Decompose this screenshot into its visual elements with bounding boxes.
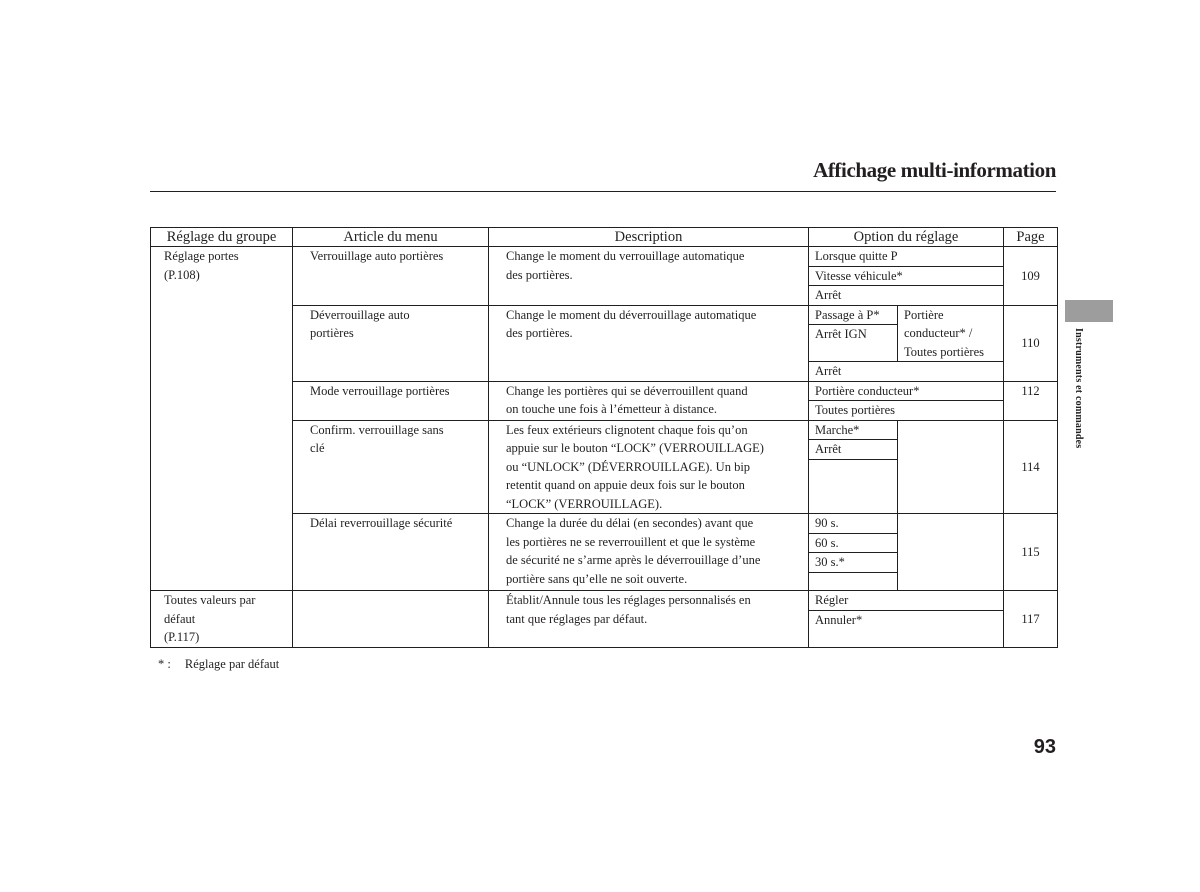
description-line: Change la durée du délai (en secondes) avant que xyxy=(506,516,754,530)
option-cell: 30 s.* xyxy=(809,553,898,573)
menu-item-empty xyxy=(293,591,489,648)
page-title: Affichage multi-information xyxy=(813,158,1056,182)
option-cell: Marche* xyxy=(809,420,898,440)
option-spacer xyxy=(898,514,1004,591)
menu-item-line: clé xyxy=(310,441,325,455)
option-cell: 60 s. xyxy=(809,533,898,553)
col-header-item: Article du menu xyxy=(293,228,489,247)
option-cell: Passage à P* xyxy=(809,305,898,325)
description-line: “LOCK” (VERROUILLAGE). xyxy=(506,496,663,511)
section-label: Instruments et commandes xyxy=(1073,328,1084,449)
sub-option-cell xyxy=(898,305,1004,362)
description-cell xyxy=(489,591,809,648)
table-row xyxy=(151,247,1058,267)
col-header-group: Réglage du groupe xyxy=(151,228,293,247)
description-line: appuie sur le bouton “LOCK” (VERROUILLAGE) xyxy=(506,441,764,455)
menu-item xyxy=(293,305,489,381)
page-number: 93 xyxy=(1033,736,1056,758)
description-line: tant que réglages par défaut. xyxy=(506,611,648,626)
option-cell: Portière conducteur* xyxy=(809,381,1004,401)
sub-option-line: Portière xyxy=(904,307,944,322)
page-ref: 112 xyxy=(1004,381,1058,420)
page-ref: 115 xyxy=(1004,514,1058,591)
description-line: Change le moment du déverrouillage automatique xyxy=(506,307,757,322)
group-label: Réglage portes xyxy=(164,249,239,263)
option-cell: Annuler* xyxy=(809,610,1004,647)
menu-item-line: Confirm. verrouillage sans xyxy=(310,422,444,437)
table-header-row xyxy=(151,228,1058,247)
page-ref: 110 xyxy=(1004,305,1058,381)
option-blank xyxy=(809,572,898,591)
menu-item-line: portières xyxy=(310,326,354,340)
menu-item: Mode verrouillage portières xyxy=(293,381,489,420)
description-cell xyxy=(489,305,809,381)
description-line: Change les portières qui se déverrouillent quand xyxy=(506,383,748,398)
option-cell: Régler xyxy=(809,591,1004,611)
page-ref: 109 xyxy=(1004,247,1058,306)
menu-item: Verrouillage auto portières xyxy=(293,247,489,306)
section-tab xyxy=(1065,300,1113,322)
group-label: Toutes valeurs par xyxy=(164,593,256,607)
settings-table xyxy=(150,227,1058,648)
description-cell xyxy=(489,381,809,420)
footnote xyxy=(158,657,279,672)
description-line: des portières. xyxy=(506,267,573,282)
description-cell xyxy=(489,247,809,306)
option-spacer xyxy=(898,420,1004,514)
description-cell xyxy=(489,514,809,591)
option-cell: 90 s. xyxy=(809,514,898,534)
description-line: portière sans qu’elle ne soit ouverte. xyxy=(506,571,688,586)
table-row xyxy=(151,591,1058,611)
menu-item xyxy=(293,420,489,514)
option-cell: Arrêt xyxy=(809,440,898,460)
page-ref: 114 xyxy=(1004,420,1058,514)
description-line: ou “UNLOCK” (DÉVERROUILLAGE). Un bip xyxy=(506,459,751,474)
option-cell: Lorsque quitte P xyxy=(809,247,1004,267)
option-blank xyxy=(809,459,898,514)
description-line: Change le moment du verrouillage automatique xyxy=(506,249,745,263)
group-cell-portes xyxy=(151,247,293,591)
page-ref: 117 xyxy=(1004,591,1058,648)
sub-option-line: Toutes portières xyxy=(904,344,985,359)
description-line: Les feux extérieurs clignotent chaque fois qu’on xyxy=(506,422,748,437)
footnote-mark: * : xyxy=(158,657,171,671)
description-cell xyxy=(489,420,809,514)
group-cell-defaut xyxy=(151,591,293,648)
sub-option-line: conducteur* / xyxy=(904,326,973,340)
description-line: retentit quand on appuie deux fois sur le bouton xyxy=(506,478,745,492)
option-cell: Toutes portières xyxy=(809,401,1004,421)
group-ref: (P.108) xyxy=(164,267,200,282)
option-cell: Arrêt IGN xyxy=(809,325,898,362)
group-ref: (P.117) xyxy=(164,630,200,644)
group-label: défaut xyxy=(164,611,196,626)
footnote-text: Réglage par défaut xyxy=(184,657,280,671)
menu-item: Délai reverrouillage sécurité xyxy=(293,514,489,591)
title-rule xyxy=(150,191,1056,192)
description-line: de sécurité ne s’arme après le déverrouillage d’une xyxy=(506,553,761,567)
description-line: les portières ne se reverrouillent et que le système xyxy=(506,534,756,549)
option-cell: Arrêt xyxy=(809,286,1004,306)
col-header-page: Page xyxy=(1004,228,1058,247)
option-cell: Arrêt xyxy=(809,362,1004,382)
description-line: Établit/Annule tous les réglages personnalisés en xyxy=(506,593,751,607)
description-line: des portières. xyxy=(506,326,573,340)
option-cell: Vitesse véhicule* xyxy=(809,266,1004,286)
menu-item-line: Déverrouillage auto xyxy=(310,307,410,322)
col-header-description: Description xyxy=(489,228,809,247)
col-header-option: Option du réglage xyxy=(809,228,1004,247)
description-line: on touche une fois à l’émetteur à distance. xyxy=(506,402,718,416)
